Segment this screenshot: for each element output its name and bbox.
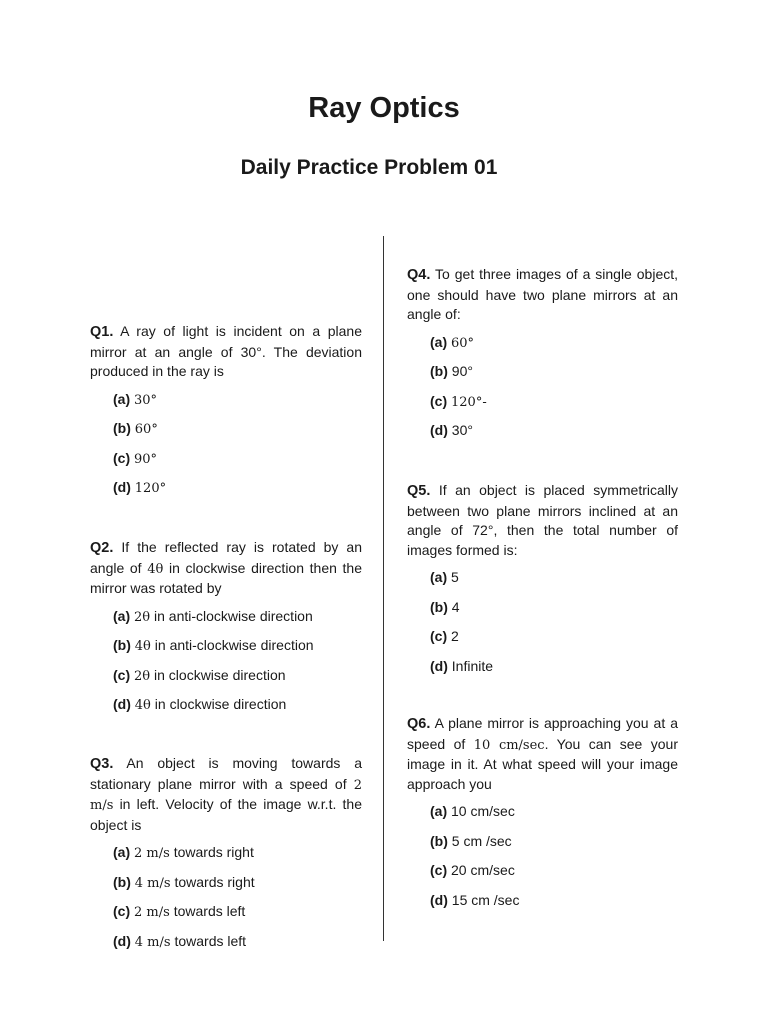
option-c: (c) 2θ in clockwise direction xyxy=(113,666,286,684)
option-b: (b) 4θ in anti-clockwise direction xyxy=(113,637,314,654)
option-d: (d) Infinite xyxy=(430,657,494,674)
question-label: Q5. xyxy=(407,483,431,499)
page-title: Ray Optics xyxy=(308,92,460,124)
option-b: (b) 90° xyxy=(430,363,473,379)
question-body: To get three images of a single object, one should have two plane mirrors at an angle of: xyxy=(407,266,679,322)
option-a: (a) 2θ in anti-clockwise direction xyxy=(113,607,313,625)
option-d: (d) 4θ in clockwise direction xyxy=(113,696,287,713)
column-divider xyxy=(383,236,384,941)
question-text xyxy=(407,265,678,325)
option-d: (d) 120° xyxy=(113,479,167,496)
option-b: (b) 4 xyxy=(430,598,460,615)
question-6 xyxy=(407,714,678,920)
question-4 xyxy=(407,265,678,451)
question-5 xyxy=(407,481,678,686)
option-list xyxy=(90,390,362,508)
question-text: Q6. A plane mirror is approaching you at a speed of 10 cm/sec. You can see your image in it. At what speed will your image approach you xyxy=(407,715,679,792)
question-text xyxy=(90,322,362,382)
option-list xyxy=(407,802,678,920)
option-b: (b) 5 cm /sec xyxy=(430,832,512,849)
option-d: (d) 4 m/s towards left xyxy=(113,932,247,950)
option-b: (b) 4 m/s towards right xyxy=(113,873,255,891)
option-list xyxy=(90,843,362,961)
option-list xyxy=(407,568,678,686)
question-label: Q6. xyxy=(407,716,431,732)
option-c: (c) 90° xyxy=(113,449,158,467)
question-body: A ray of light is incident on a plane mirror at an angle of 30°. The deviation produced in the ray is xyxy=(90,323,363,379)
question-3 xyxy=(90,754,362,961)
option-d: (d) 30° xyxy=(430,422,473,438)
option-d: (d) 15 cm /sec xyxy=(430,891,520,908)
option-a: (a) 5 xyxy=(430,569,459,585)
option-list xyxy=(90,607,362,725)
page-subtitle: Daily Practice Problem 01 xyxy=(240,156,498,179)
question-text: Q2. If the reflected ray is rotated by an angle of 4θ in clockwise direction then the mirror was rotated by xyxy=(90,539,363,596)
option-b: (b) 60° xyxy=(113,420,158,437)
question-label: Q4. xyxy=(407,267,431,283)
option-c: (c) 20 cm/sec xyxy=(430,862,515,878)
question-body: If an object is placed symmetrically between two plane mirrors inclined at an angle of 72°, then the total number of images formed is: xyxy=(407,482,678,558)
question-label: Q3. xyxy=(90,756,114,772)
question-text xyxy=(407,481,678,560)
option-list xyxy=(407,333,678,451)
option-c: (c) 2 m/s towards left xyxy=(113,903,246,920)
question-label: Q2. xyxy=(90,540,114,556)
option-c: (c) 120°- xyxy=(430,392,487,410)
option-a: (a) 2 m/s towards right xyxy=(113,844,254,861)
question-text: Q3. An object is moving towards a stationary plane mirror with a speed of 2 m/s in left. Velocity of the image w.r.t. the object is xyxy=(90,755,362,833)
option-a: (a) 30° xyxy=(113,390,158,408)
option-a: (a) 10 cm/sec xyxy=(430,803,515,819)
option-a: (a) 60° xyxy=(430,333,475,351)
question-1 xyxy=(90,322,362,508)
question-label: Q1. xyxy=(90,324,114,340)
option-c: (c) 2 xyxy=(430,628,459,644)
question-2 xyxy=(90,538,362,725)
